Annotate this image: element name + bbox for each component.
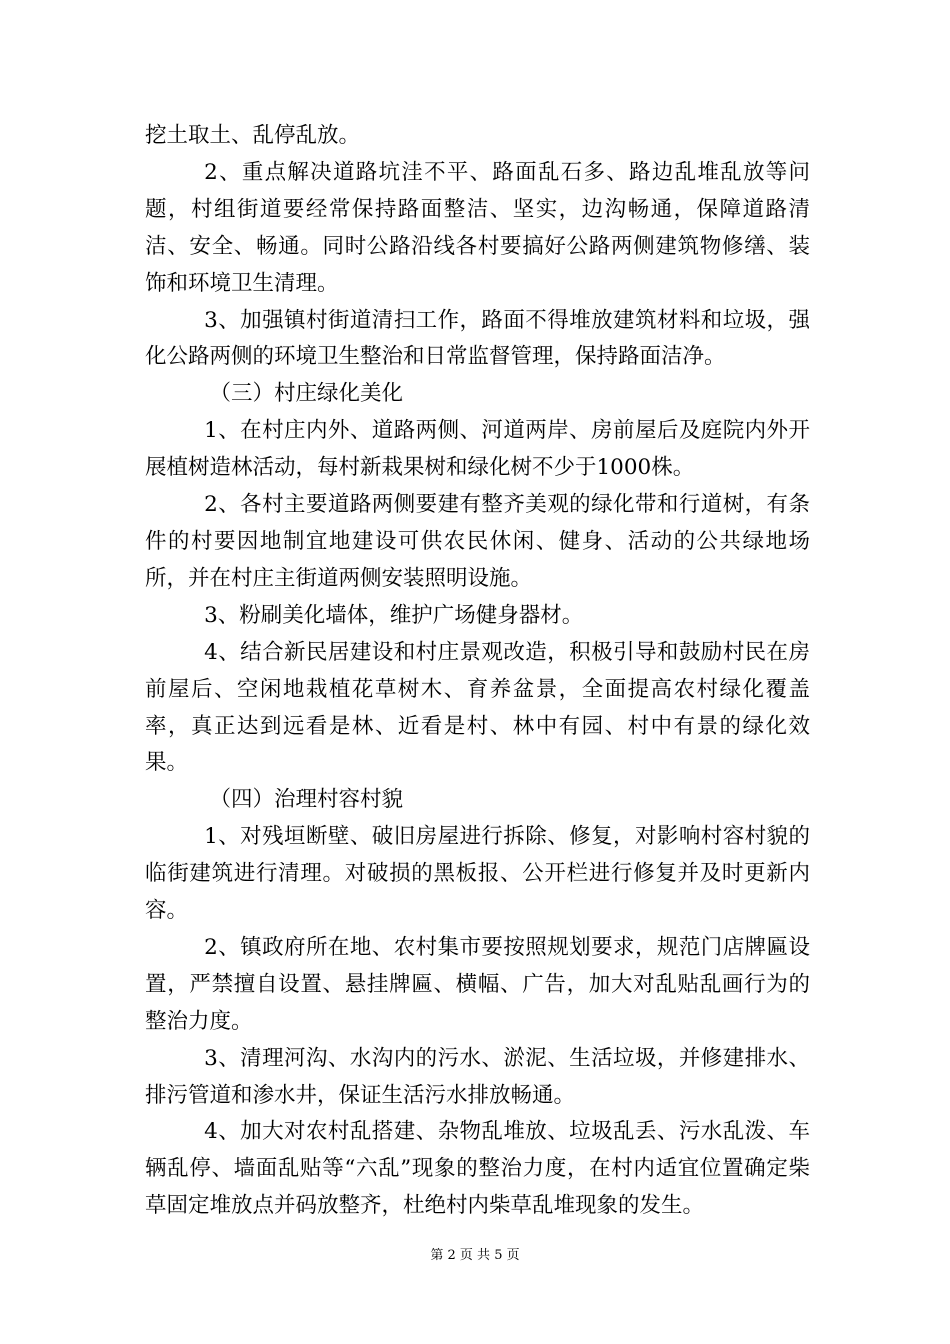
- section-heading-village-appearance: （四）治理村容村貌: [209, 787, 404, 813]
- list-item-green-belt: 2、各村主要道路两侧要建有整齐美观的绿化带和行道树，有条件的村要因地制宜地建设可供农民休闲、健身、活动的公共绿地场所，并在村庄主街道两侧安装照明设施。: [145, 492, 810, 591]
- page-number: 第 2 页 共 5 页: [430, 1248, 520, 1263]
- list-item-greening-coverage: 4、结合新民居建设和村庄景观改造，积极引导和鼓励村民在房前屋后、空闲地栽植花草树木、育养盆景，全面提高农村绿化覆盖率，真正达到远看是林、近看是村、林中有园、村中有景的绿化效果。: [145, 639, 810, 776]
- list-item-tree-planting: 1、在村庄内外、道路两侧、河道两岸、房前屋后及庭院内外开展植树造林活动，每村新栽果树和绿化树不少于1000株。: [145, 418, 810, 481]
- document-body: [145, 118, 810, 1225]
- list-item-six-chaos: 4、加大对农村乱搭建、杂物乱堆放、垃圾乱丢、污水乱泼、车辆乱停、墙面乱贴等“六乱”现象的整治力度，在村内适宜位置确定柴草固定堆放点并码放整齐，杜绝村内柴草乱堆现象的发生。: [145, 1119, 810, 1219]
- list-item-road-repair: 2、重点解决道路坑洼不平、路面乱石多、路边乱堆乱放等问题，村组街道要经常保持路面整洁、坚实，边沟畅通，保障道路清洁、安全、畅通。同时公路沿线各村要搞好公路两侧建筑物修缮、装饰和环境卫生清理。: [145, 159, 810, 296]
- section-heading-greening: （三）村庄绿化美化: [209, 381, 404, 407]
- list-item-drainage: 3、清理河沟、水沟内的污水、淤泥、生活垃圾，并修建排水、排污管道和渗水井，保证生活污水排放畅通。: [145, 1045, 810, 1108]
- list-item-street-cleaning: 3、加强镇村街道清扫工作，路面不得堆放建筑材料和垃圾，强化公路两侧的环境卫生整治和日常监督管理，保持路面洁净。: [145, 307, 810, 370]
- list-item-wall-painting: 3、粉刷美化墙体，维护广场健身器材。: [204, 602, 584, 628]
- paragraph-continuation: 挖土取土、乱停乱放。: [145, 123, 361, 148]
- list-item-signboards: 2、镇政府所在地、农村集市要按照规划要求，规范门店牌匾设置，严禁擅自设置、悬挂牌匾、横幅、广告，加大对乱贴乱画行为的整治力度。: [145, 934, 810, 1034]
- list-item-demolition: 1、对残垣断壁、破旧房屋进行拆除、修复，对影响村容村貌的临街建筑进行清理。对破损的黑板报、公开栏进行修复并及时更新内容。: [145, 824, 810, 924]
